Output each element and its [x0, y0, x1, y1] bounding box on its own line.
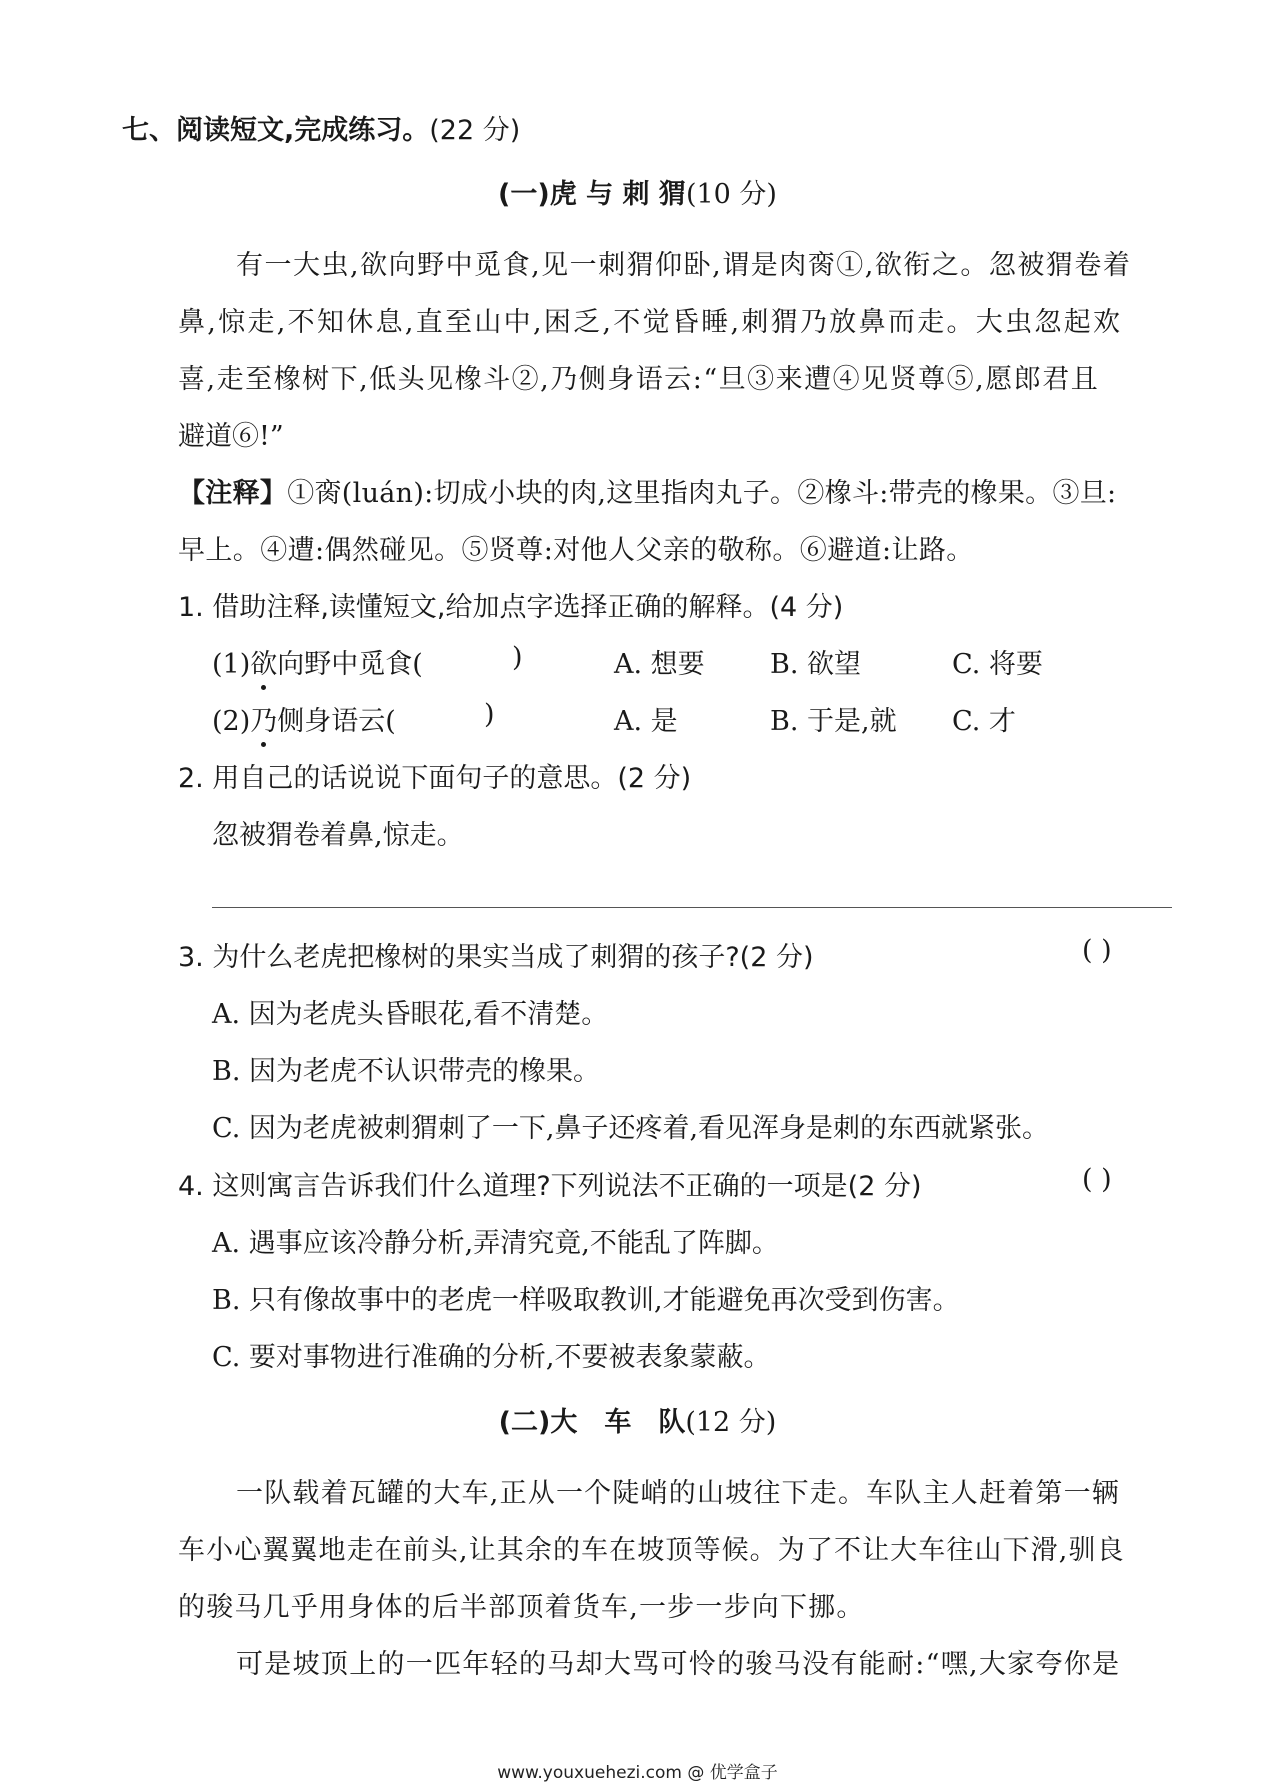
q1-item-2-option-a[interactable]: A. 是: [614, 706, 678, 737]
question-3-option[interactable]: C. 因为老虎被刺猬刺了一下,鼻子还疼着,看见浑身是刺的东西就紧张。: [212, 1113, 1050, 1144]
q1-item-1-option-a[interactable]: A. 想要: [614, 649, 705, 680]
question-2-sentence: 忽被猬卷着鼻,惊走。: [212, 820, 464, 851]
q1-item-2-option-b[interactable]: B. 于是,就: [770, 706, 897, 737]
q1-item-1-option-c[interactable]: C. 将要: [952, 649, 1043, 680]
question-2-label: 2. 用自己的话说说下面句子的意思。(2 分): [178, 763, 692, 794]
question-4-answer-bracket[interactable]: ( ): [1082, 1164, 1112, 1195]
story2-line: 可是坡顶上的一匹年轻的马却大骂可怜的骏马没有能耐:“嘿,大家夸你是: [236, 1649, 1121, 1680]
q1-item-1-close-bracket: ): [512, 642, 523, 673]
section-heading: 七、阅读短文,完成练习。(22 分): [122, 115, 521, 146]
question-3-option[interactable]: B. 因为老虎不认识带壳的橡果。: [212, 1056, 601, 1087]
answer-line[interactable]: [212, 907, 1172, 908]
notes-line: 【注释】①脔(luán):切成小块的肉,这里指肉丸子。②橡斗:带壳的橡果。③旦:: [178, 478, 1117, 509]
story2-line: 车小心翼翼地走在前头,让其余的车在坡顶等候。为了不让大车往山下滑,驯良: [178, 1535, 1125, 1566]
question-4-option[interactable]: B. 只有像故事中的老虎一样吸取教训,才能避免再次受到伤害。: [212, 1285, 960, 1316]
question-3-label: 3. 为什么老虎把橡树的果实当成了刺猬的孩子?(2 分): [178, 942, 814, 973]
notes-line: 早上。④遭:偶然碰见。⑤贤尊:对他人父亲的敬称。⑥避道:让路。: [178, 535, 974, 566]
story1-line: 有一大虫,欲向野中觅食,见一刺猬仰卧,谓是肉脔①,欲衔之。忽被猬卷着: [236, 250, 1132, 281]
q1-item-1: (1)欲向野中觅食(: [212, 642, 423, 681]
question-3-answer-bracket[interactable]: ( ): [1082, 935, 1112, 966]
q1-item-2-close-bracket: ): [484, 699, 495, 730]
dotted-char: 欲: [250, 642, 277, 681]
story1-line: 喜,走至橡树下,低头见橡斗②,乃侧身语云:“旦③来遭④见贤尊⑤,愿郎君且: [178, 364, 1100, 395]
question-1-label: 1. 借助注释,读懂短文,给加点字选择正确的解释。(4 分): [178, 592, 844, 623]
story2-line: 一队载着瓦罐的大车,正从一个陡峭的山坡往下走。车队主人赶着第一辆: [236, 1478, 1120, 1509]
footer-watermark: www.youxuehezi.com @ 优学盒子: [497, 1763, 778, 1783]
question-4-label: 4. 这则寓言告诉我们什么道理?下列说法不正确的一项是(2 分): [178, 1171, 922, 1202]
story1-line: 鼻,惊走,不知休息,直至山中,困乏,不觉昏睡,刺猬乃放鼻而走。大虫忽起欢: [178, 307, 1123, 338]
story1-line: 避道⑥!”: [178, 421, 284, 452]
question-4-option[interactable]: A. 遇事应该冷静分析,弄清究竟,不能乱了阵脚。: [212, 1228, 779, 1259]
story1-title: (一)虎 与 刺 猬(10 分): [498, 179, 777, 210]
q1-item-1-option-b[interactable]: B. 欲望: [770, 649, 862, 680]
q1-item-2: (2)乃侧身语云(: [212, 699, 396, 738]
q1-item-2-option-c[interactable]: C. 才: [952, 706, 1016, 737]
dotted-char: 乃: [250, 699, 277, 738]
question-3-option[interactable]: A. 因为老虎头昏眼花,看不清楚。: [212, 999, 609, 1030]
story2-title: (二)大 车 队(12 分): [498, 1407, 777, 1438]
question-4-option[interactable]: C. 要对事物进行准确的分析,不要被表象蒙蔽。: [212, 1342, 771, 1373]
story2-line: 的骏马几乎用身体的后半部顶着货车,一步一步向下挪。: [178, 1592, 865, 1623]
